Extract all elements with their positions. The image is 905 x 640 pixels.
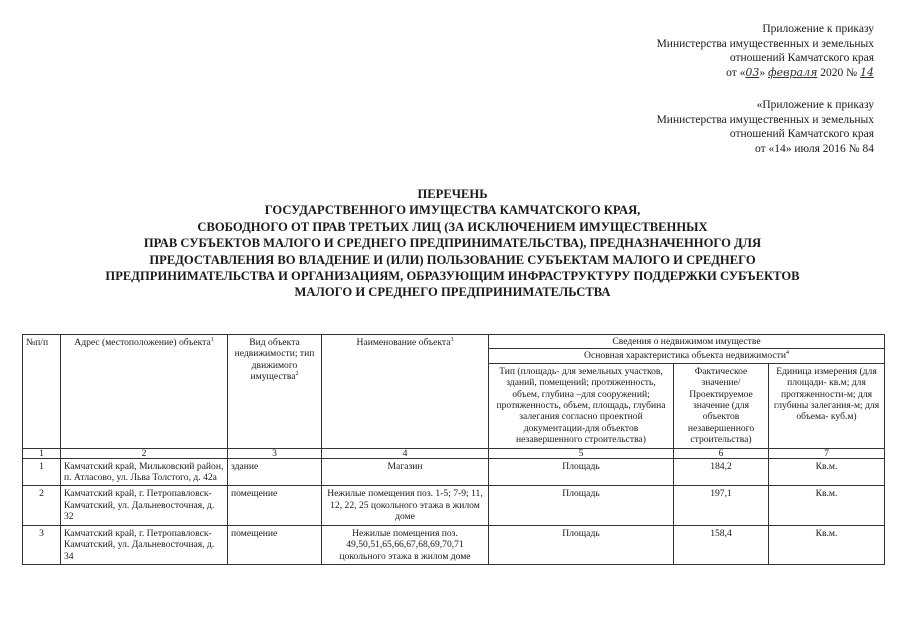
header-char-type: Тип (площадь- для земельных участков, зданий, помещений; протяженность, объем, глубина –для сооружений; протяженность, объем, площадь, глубина залегания согласно проектной документации-для объектов незавершенного строительства) — [489, 363, 674, 448]
title-line: ПРЕДОСТАВЛЕНИЯ ВО ВЛАДЕНИЕ И (ИЛИ) ПОЛЬЗОВАНИЕ СУБЪЕКТАМ МАЛОГО И СРЕДНЕГО — [149, 252, 756, 267]
row-address: Камчатский край, Мильковский район, п. Атласово, ул. Льва Толстого, д. 42а — [61, 458, 228, 486]
column-number: 6 — [674, 448, 769, 458]
title-line: ПРЕДПРИНИМАТЕЛЬСТВА И ОРГАНИЗАЦИЯМ, ОБРАЗУЮЩИМ ИНФРАСТРУКТУРУ ПОДДЕРЖКИ СУБЪЕКТОВ — [105, 269, 800, 284]
column-number: 2 — [61, 448, 228, 458]
title-line: МАЛОГО И СРЕДНЕГО ПРЕДПРИНИМАТЕЛЬСТВА — [294, 285, 611, 300]
header-actual-value: Фактическое значение/Проектируемое значение (для объектов незавершенного строительства) — [674, 363, 769, 448]
document-title — [20, 186, 885, 301]
date-month-handwritten: февраля — [767, 65, 818, 79]
row-address: Камчатский край, г. Петропавловск-Камчатский, ул. Дальневосточная, д. 32 — [61, 486, 228, 525]
header-main-char: Основная характеристика объекта недвижимости$^4$ — [489, 349, 885, 363]
row-value: 184,2 — [674, 458, 769, 486]
table-row — [23, 458, 885, 486]
row-unit: Кв.м. — [769, 486, 885, 525]
date-mid: » — [759, 66, 766, 79]
row-char-type: Площадь — [489, 486, 674, 525]
date-prefix: от « — [726, 66, 746, 79]
row-num: 1 — [23, 458, 61, 486]
row-unit: Кв.м. — [769, 525, 885, 564]
row-num: 3 — [23, 525, 61, 564]
column-number: 4 — [322, 448, 489, 458]
title-line: ГОСУДАРСТВЕННОГО ИМУЩЕСТВА КАМЧАТСКОГО КРАЯ, — [264, 203, 641, 218]
annex-current-line1: Приложение к приказу — [762, 23, 874, 35]
table-row — [23, 486, 885, 525]
order-number-handwritten: 14 — [860, 65, 874, 79]
title-line: ПЕРЕЧЕНЬ — [417, 187, 488, 201]
row-name: Нежилые помещения поз. 49,50,51,65,66,67,68,69,70,71 цокольного этажа в жилом доме — [322, 525, 489, 564]
date-day-handwritten: 03 — [745, 65, 760, 79]
row-value: 197,1 — [674, 486, 769, 525]
row-unit: Кв.м. — [769, 458, 885, 486]
header-address: Адрес (местоположение) объекта$^1$ — [61, 335, 228, 449]
annex-previous — [657, 98, 874, 156]
date-year: 2020 № — [820, 66, 858, 79]
row-type: помещение — [228, 525, 322, 564]
annex-previous-line4: от «14» июля 2016 № 84 — [755, 142, 874, 155]
header-unit: Единица измерения (для площади- кв.м; для протяженности-м; для глубины залегания-м; для объема- куб.м) — [769, 363, 885, 448]
header-name: Наименование объекта$^3$ — [322, 335, 489, 449]
table-row — [23, 525, 885, 564]
annex-current-date — [657, 66, 874, 81]
column-number: 3 — [228, 448, 322, 458]
header-realty-info: Сведения о недвижимом имуществе — [489, 335, 885, 349]
column-number: 5 — [489, 448, 674, 458]
row-address: Камчатский край, г. Петропавловск-Камчатский, ул. Дальневосточная, д. 34 — [61, 525, 228, 564]
header-type: Вид объекта недвижимости; тип движимого имущества$^2$ — [228, 335, 322, 449]
property-table — [22, 334, 885, 565]
row-value: 158,4 — [674, 525, 769, 564]
row-char-type: Площадь — [489, 525, 674, 564]
row-type: помещение — [228, 486, 322, 525]
column-number: 7 — [769, 448, 885, 458]
row-type: здание — [228, 458, 322, 486]
annex-current-line2: Министерства имущественных и земельных — [656, 37, 874, 50]
header-num: №п/п — [23, 335, 61, 449]
annex-previous-line3: отношений Камчатского края — [729, 128, 874, 140]
column-number: 1 — [23, 448, 61, 458]
annex-current — [657, 22, 874, 80]
title-line: ПРАВ СУБЪЕКТОВ МАЛОГО И СРЕДНЕГО ПРЕДПРИНИМАТЕЛЬСТВА), ПРЕДНАЗНАЧЕННОГО ДЛЯ — [143, 236, 762, 251]
annex-previous-line2: Министерства имущественных и земельных — [656, 113, 874, 126]
title-line: СВОБОДНОГО ОТ ПРАВ ТРЕТЬИХ ЛИЦ (ЗА ИСКЛЮЧЕНИЕМ ИМУЩЕСТВЕННЫХ — [197, 219, 708, 234]
row-num: 2 — [23, 486, 61, 525]
annex-previous-line1: «Приложение к приказу — [756, 99, 874, 111]
row-name: Нежилые помещения поз. 1-5; 7-9; 11, 12, 22, 25 цокольного этажа в жилом доме — [322, 486, 489, 525]
row-name: Магазин — [322, 458, 489, 486]
table-header-row — [23, 335, 885, 349]
annex-current-line3: отношений Камчатского края — [729, 52, 874, 64]
row-char-type: Площадь — [489, 458, 674, 486]
column-number-row — [23, 448, 885, 458]
